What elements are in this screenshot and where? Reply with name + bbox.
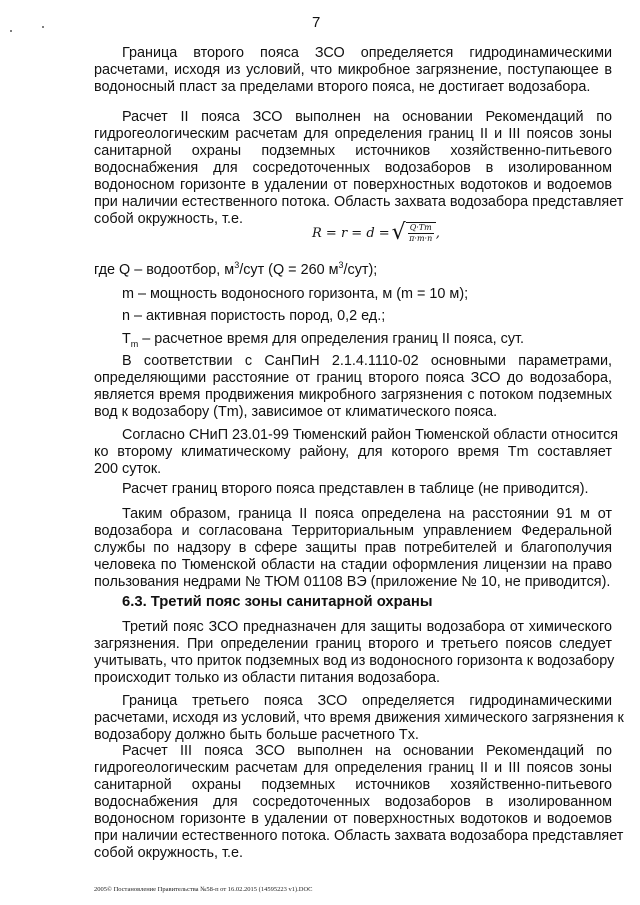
- paragraph-second-zone-boundary: Граница второго пояса ЗСО определяется гидродинамическими расчетами, исходя из условий, что микробное загрязнение, поступающее в водоносный пласт за пределами второго пояса, не достигает водозабора.: [94, 45, 612, 95]
- paragraph-conclusion: Таким образом, граница II пояса определена на расстоянии 91 м от водозабора и согласована Территориальным управлением Федеральной службы по надзору в сфере защиты прав потребителей и благополучия человека по Тюменской области на стадии оформления лицензии на право пользования недрами № ТЮМ 01108 ВЭ (приложение № 10, не приводится).: [94, 506, 612, 590]
- scan-speck: [10, 30, 12, 32]
- page-number: 7: [312, 14, 321, 31]
- paragraph-third-zone-calculation: Расчет III пояса ЗСО выполнен на основании Рекомендаций по гидрогеологическим расчетам для определения границ II и III поясов зоны санитарной охраны подземных источников хозяйственно-питьевого водоснабжения для сосредоточенных водозаборов в изолированном водоносном горизонте в удалении от поверхностных водотоков и водоемов при наличии естественного потока. Область захвата водозабора представляет собой окружность, т.е.: [94, 743, 624, 861]
- definition-tm: $T_m$ – расчетное время для определения границ II пояса, сут.: [122, 331, 525, 349]
- radius-formula: R = r = d = √ $\frac{Q\cdot Tm}{\pi\cdot m\cdot n}$ ,: [312, 220, 440, 245]
- paragraph-third-zone-boundary: Граница третьего пояса ЗСО определяется гидродинамическими расчетами, исходя из условий, что время движения химического загрязнения к водозабору должно быть больше расчетного Tx.: [94, 693, 624, 743]
- definition-n: n – активная пористость пород, 0,2 ед.;: [122, 308, 386, 324]
- paragraph-table-note: Расчет границ второго пояса представлен в таблице (не приводится).: [122, 481, 589, 497]
- paragraph-sanpin: В соответствии с СанПиН 2.1.4.1110-02 основными параметрами, определяющими расстояние от границ второго пояса ЗСО до водозабора, является время продвижения микробного загрязнения с потоком подземных вод к водозабору (Tm), зависимое от климатического пояса.: [94, 353, 612, 420]
- document-footer: 2005© Постановление Правительства №58-п от 16.02.2015 (14595223 v1).DOC: [94, 886, 313, 893]
- definition-q: где Q – водоотбор, $м^3$/сут (Q = 260 $м^3/сут$);: [94, 260, 378, 278]
- scan-speck: [42, 26, 44, 28]
- paragraph-third-zone-purpose: Третий пояс ЗСО предназначен для защиты водозабора от химического загрязнения. При определении границ второго и третьего поясов следует учитывать, что приток подземных вод из водоносного горизонта к водозабору происходит только из области питания водозабора.: [94, 619, 615, 686]
- section-heading: 6.3. Третий пояс зоны санитарной охраны: [122, 594, 433, 610]
- paragraph-second-zone-calculation: Расчет II пояса ЗСО выполнен на основании Рекомендаций по гидрогеологическим расчетам для определения границ II и III поясов зоны санитарной охраны подземных источников хозяйственно-питьевого водоснабжения для сосредоточенных водозаборов в изолированном водоносном горизонте в удалении от поверхностных водотоков и водоемов при наличии естественного потока. Область захвата водозабора представляет собой окружность, т.е.: [94, 109, 624, 227]
- square-root: √ $\frac{Q\cdot Tm}{\pi\cdot m\cdot n}$: [392, 222, 436, 244]
- definition-m: m – мощность водоносного горизонта, м (m = 10 м);: [122, 286, 469, 302]
- paragraph-snip: Согласно СНиП 23.01-99 Тюменский район Тюменской области относится ко второму климатическому району, для которого время Tm составляет 200 суток.: [94, 427, 619, 477]
